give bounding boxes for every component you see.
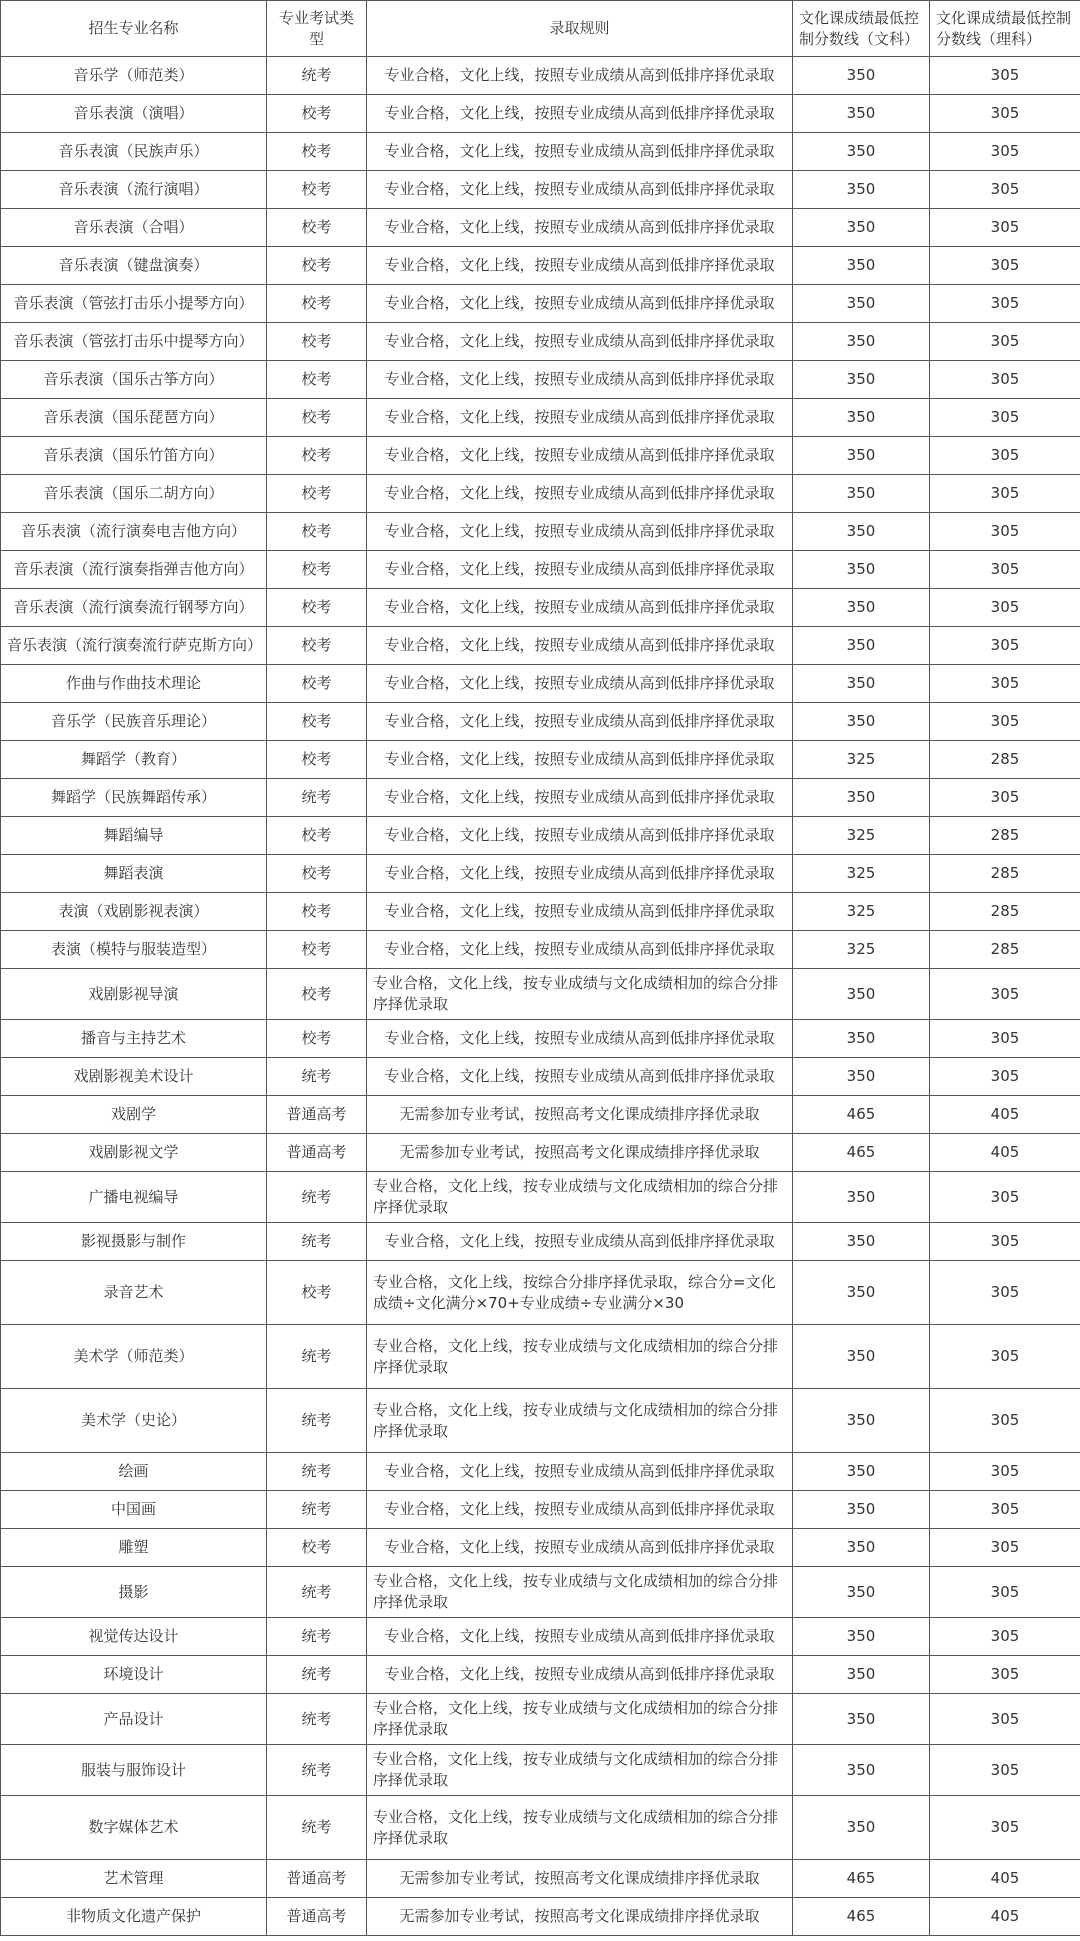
exam-type-cell: 校考 (267, 399, 367, 437)
min-score-wen-cell: 350 (793, 1491, 930, 1529)
rule-cell: 专业合格，文化上线，按专业成绩与文化成绩相加的综合分排序择优录取 (367, 1694, 793, 1745)
header-rule: 录取规则 (367, 1, 793, 57)
exam-type-cell: 校考 (267, 855, 367, 893)
major-cell: 戏剧影视导演 (1, 969, 267, 1020)
rule-cell: 专业合格，文化上线，按专业成绩与文化成绩相加的综合分排序择优录取 (367, 1172, 793, 1223)
major-cell: 表演（模特与服装造型） (1, 931, 267, 969)
min-score-li-cell: 305 (930, 95, 1080, 133)
exam-type-cell: 普通高考 (267, 1096, 367, 1134)
table-row (1, 779, 1080, 817)
rule-cell: 专业合格，文化上线，按照专业成绩从高到低排序择优录取 (367, 513, 793, 551)
major-cell: 音乐表演（流行演奏电吉他方向） (1, 513, 267, 551)
major-cell: 音乐表演（国乐琵琶方向） (1, 399, 267, 437)
min-score-wen-cell: 350 (793, 95, 930, 133)
min-score-wen-cell: 350 (793, 1058, 930, 1096)
min-score-li-cell: 305 (930, 1325, 1080, 1389)
exam-type-cell: 统考 (267, 1656, 367, 1694)
min-score-li-cell: 305 (930, 551, 1080, 589)
min-score-li-cell: 305 (930, 209, 1080, 247)
major-cell: 影视摄影与制作 (1, 1223, 267, 1261)
rule-cell: 专业合格，文化上线，按照专业成绩从高到低排序择优录取 (367, 627, 793, 665)
min-score-wen-cell: 350 (793, 57, 930, 95)
rule-cell: 专业合格，文化上线，按照专业成绩从高到低排序择优录取 (367, 133, 793, 171)
table-header-row (1, 1, 1080, 57)
min-score-wen-cell: 350 (793, 133, 930, 171)
table-row (1, 1058, 1080, 1096)
table-row (1, 1261, 1080, 1325)
table-row (1, 1020, 1080, 1058)
table-row (1, 1453, 1080, 1491)
major-cell: 舞蹈编导 (1, 817, 267, 855)
exam-type-cell: 统考 (267, 1491, 367, 1529)
header-major: 招生专业名称 (1, 1, 267, 57)
table-row (1, 1491, 1080, 1529)
min-score-wen-cell: 350 (793, 247, 930, 285)
exam-type-cell: 统考 (267, 1453, 367, 1491)
table-row (1, 1389, 1080, 1453)
major-cell: 作曲与作曲技术理论 (1, 665, 267, 703)
table-row (1, 855, 1080, 893)
rule-cell: 专业合格，文化上线，按照专业成绩从高到低排序择优录取 (367, 1020, 793, 1058)
table-row (1, 1618, 1080, 1656)
table-row (1, 931, 1080, 969)
table-row (1, 399, 1080, 437)
min-score-li-cell: 305 (930, 1453, 1080, 1491)
rule-cell: 专业合格，文化上线，按照专业成绩从高到低排序择优录取 (367, 893, 793, 931)
major-cell: 音乐学（师范类） (1, 57, 267, 95)
exam-type-cell: 校考 (267, 665, 367, 703)
major-cell: 音乐表演（演唱） (1, 95, 267, 133)
min-score-wen-cell: 325 (793, 893, 930, 931)
header-min-score-li: 文化课成绩最低控制分数线（理科） (930, 1, 1080, 57)
major-cell: 音乐表演（流行演唱） (1, 171, 267, 209)
major-cell: 音乐表演（管弦打击乐小提琴方向） (1, 285, 267, 323)
exam-type-cell: 统考 (267, 1745, 367, 1796)
table-row (1, 1172, 1080, 1223)
exam-type-cell: 统考 (267, 1694, 367, 1745)
min-score-li-cell: 305 (930, 133, 1080, 171)
rule-cell: 专业合格，文化上线，按专业成绩与文化成绩相加的综合分排序择优录取 (367, 1325, 793, 1389)
major-cell: 戏剧学 (1, 1096, 267, 1134)
min-score-li-cell: 305 (930, 779, 1080, 817)
exam-type-cell: 校考 (267, 931, 367, 969)
min-score-li-cell: 305 (930, 1694, 1080, 1745)
table-row (1, 1860, 1080, 1898)
min-score-wen-cell: 350 (793, 1618, 930, 1656)
min-score-wen-cell: 465 (793, 1860, 930, 1898)
rule-cell: 专业合格，文化上线，按照专业成绩从高到低排序择优录取 (367, 209, 793, 247)
min-score-li-cell: 305 (930, 1529, 1080, 1567)
rule-cell: 专业合格，文化上线，按照专业成绩从高到低排序择优录取 (367, 171, 793, 209)
exam-type-cell: 统考 (267, 1389, 367, 1453)
exam-type-cell: 校考 (267, 323, 367, 361)
exam-type-cell: 校考 (267, 437, 367, 475)
min-score-wen-cell: 350 (793, 361, 930, 399)
major-cell: 音乐表演（流行演奏流行钢琴方向） (1, 589, 267, 627)
rule-cell: 专业合格，文化上线，按专业成绩与文化成绩相加的综合分排序择优录取 (367, 1745, 793, 1796)
min-score-wen-cell: 350 (793, 779, 930, 817)
min-score-wen-cell: 350 (793, 703, 930, 741)
exam-type-cell: 统考 (267, 1567, 367, 1618)
exam-type-cell: 普通高考 (267, 1898, 367, 1936)
rule-cell: 专业合格，文化上线，按照专业成绩从高到低排序择优录取 (367, 1618, 793, 1656)
exam-type-cell: 校考 (267, 475, 367, 513)
major-cell: 戏剧影视美术设计 (1, 1058, 267, 1096)
min-score-wen-cell: 350 (793, 1529, 930, 1567)
min-score-li-cell: 405 (930, 1134, 1080, 1172)
exam-type-cell: 校考 (267, 1020, 367, 1058)
table-row (1, 1898, 1080, 1936)
min-score-wen-cell: 465 (793, 1898, 930, 1936)
min-score-li-cell: 305 (930, 399, 1080, 437)
rule-cell: 专业合格，文化上线，按照专业成绩从高到低排序择优录取 (367, 247, 793, 285)
exam-type-cell: 校考 (267, 969, 367, 1020)
min-score-li-cell: 305 (930, 437, 1080, 475)
table-row (1, 817, 1080, 855)
exam-type-cell: 统考 (267, 1325, 367, 1389)
exam-type-cell: 校考 (267, 817, 367, 855)
exam-type-cell: 校考 (267, 893, 367, 931)
exam-type-cell: 校考 (267, 703, 367, 741)
exam-type-cell: 校考 (267, 513, 367, 551)
min-score-wen-cell: 350 (793, 437, 930, 475)
major-cell: 音乐表演（合唱） (1, 209, 267, 247)
rule-cell: 专业合格，文化上线，按照专业成绩从高到低排序择优录取 (367, 1529, 793, 1567)
min-score-li-cell: 405 (930, 1898, 1080, 1936)
min-score-li-cell: 305 (930, 247, 1080, 285)
min-score-li-cell: 305 (930, 703, 1080, 741)
major-cell: 广播电视编导 (1, 1172, 267, 1223)
table-row (1, 1567, 1080, 1618)
table-row (1, 361, 1080, 399)
table-row (1, 285, 1080, 323)
rule-cell: 专业合格，文化上线，按照专业成绩从高到低排序择优录取 (367, 741, 793, 779)
min-score-wen-cell: 325 (793, 741, 930, 779)
table-row (1, 589, 1080, 627)
major-cell: 音乐表演（键盘演奏） (1, 247, 267, 285)
exam-type-cell: 统考 (267, 1618, 367, 1656)
min-score-wen-cell: 350 (793, 627, 930, 665)
exam-type-cell: 校考 (267, 627, 367, 665)
min-score-li-cell: 305 (930, 1389, 1080, 1453)
min-score-li-cell: 305 (930, 285, 1080, 323)
min-score-wen-cell: 325 (793, 855, 930, 893)
rule-cell: 专业合格，文化上线，按照专业成绩从高到低排序择优录取 (367, 399, 793, 437)
exam-type-cell: 校考 (267, 551, 367, 589)
table-row (1, 57, 1080, 95)
major-cell: 音乐表演（国乐古筝方向） (1, 361, 267, 399)
min-score-wen-cell: 350 (793, 1020, 930, 1058)
major-cell: 音乐表演（流行演奏流行萨克斯方向） (1, 627, 267, 665)
min-score-li-cell: 285 (930, 817, 1080, 855)
table-row (1, 1223, 1080, 1261)
rule-cell: 专业合格，文化上线，按照专业成绩从高到低排序择优录取 (367, 703, 793, 741)
rule-cell: 专业合格，文化上线，按照专业成绩从高到低排序择优录取 (367, 323, 793, 361)
rule-cell: 专业合格，文化上线，按专业成绩与文化成绩相加的综合分排序择优录取 (367, 969, 793, 1020)
min-score-wen-cell: 350 (793, 1745, 930, 1796)
min-score-wen-cell: 350 (793, 969, 930, 1020)
rule-cell: 专业合格，文化上线，按照专业成绩从高到低排序择优录取 (367, 1453, 793, 1491)
rule-cell: 无需参加专业考试，按照高考文化课成绩排序择优录取 (367, 1860, 793, 1898)
min-score-li-cell: 305 (930, 1656, 1080, 1694)
rule-cell: 专业合格，文化上线，按照专业成绩从高到低排序择优录取 (367, 475, 793, 513)
major-cell: 视觉传达设计 (1, 1618, 267, 1656)
major-cell: 服装与服饰设计 (1, 1745, 267, 1796)
rule-cell: 专业合格，文化上线，按照专业成绩从高到低排序择优录取 (367, 95, 793, 133)
min-score-wen-cell: 350 (793, 1325, 930, 1389)
min-score-wen-cell: 465 (793, 1134, 930, 1172)
min-score-li-cell: 305 (930, 1745, 1080, 1796)
exam-type-cell: 统考 (267, 779, 367, 817)
min-score-wen-cell: 350 (793, 665, 930, 703)
rule-cell: 专业合格，文化上线，按照专业成绩从高到低排序择优录取 (367, 285, 793, 323)
header-exam-type: 专业考试类型 (267, 1, 367, 57)
header-min-score-wen: 文化课成绩最低控制分数线（文科） (793, 1, 930, 57)
major-cell: 摄影 (1, 1567, 267, 1618)
rule-cell: 专业合格，文化上线，按照专业成绩从高到低排序择优录取 (367, 551, 793, 589)
min-score-li-cell: 305 (930, 665, 1080, 703)
rule-cell: 专业合格，文化上线，按照专业成绩从高到低排序择优录取 (367, 855, 793, 893)
table-row (1, 741, 1080, 779)
major-cell: 录音艺术 (1, 1261, 267, 1325)
min-score-li-cell: 305 (930, 1223, 1080, 1261)
table-row (1, 437, 1080, 475)
exam-type-cell: 校考 (267, 285, 367, 323)
major-cell: 雕塑 (1, 1529, 267, 1567)
rule-cell: 专业合格，文化上线，按照专业成绩从高到低排序择优录取 (367, 1058, 793, 1096)
min-score-li-cell: 305 (930, 1567, 1080, 1618)
min-score-li-cell: 405 (930, 1096, 1080, 1134)
rule-cell: 专业合格，文化上线，按专业成绩与文化成绩相加的综合分排序择优录取 (367, 1796, 793, 1860)
min-score-wen-cell: 350 (793, 1567, 930, 1618)
min-score-li-cell: 285 (930, 931, 1080, 969)
table-row (1, 95, 1080, 133)
min-score-li-cell: 305 (930, 513, 1080, 551)
min-score-li-cell: 285 (930, 855, 1080, 893)
major-cell: 音乐表演（管弦打击乐中提琴方向） (1, 323, 267, 361)
table-row (1, 1656, 1080, 1694)
exam-type-cell: 统考 (267, 57, 367, 95)
rule-cell: 专业合格，文化上线，按照专业成绩从高到低排序择优录取 (367, 361, 793, 399)
min-score-wen-cell: 350 (793, 475, 930, 513)
min-score-li-cell: 285 (930, 741, 1080, 779)
major-cell: 艺术管理 (1, 1860, 267, 1898)
min-score-li-cell: 305 (930, 1261, 1080, 1325)
table-row (1, 1096, 1080, 1134)
min-score-li-cell: 305 (930, 171, 1080, 209)
min-score-wen-cell: 350 (793, 551, 930, 589)
min-score-li-cell: 305 (930, 1172, 1080, 1223)
table-row (1, 1796, 1080, 1860)
major-cell: 播音与主持艺术 (1, 1020, 267, 1058)
major-cell: 音乐表演（流行演奏指弹吉他方向） (1, 551, 267, 589)
min-score-wen-cell: 350 (793, 513, 930, 551)
exam-type-cell: 校考 (267, 741, 367, 779)
min-score-li-cell: 305 (930, 1796, 1080, 1860)
major-cell: 舞蹈学（教育） (1, 741, 267, 779)
rule-cell: 无需参加专业考试，按照高考文化课成绩排序择优录取 (367, 1898, 793, 1936)
major-cell: 舞蹈表演 (1, 855, 267, 893)
major-cell: 表演（戏剧影视表演） (1, 893, 267, 931)
exam-type-cell: 统考 (267, 1223, 367, 1261)
min-score-li-cell: 305 (930, 1058, 1080, 1096)
min-score-wen-cell: 325 (793, 817, 930, 855)
min-score-wen-cell: 350 (793, 1656, 930, 1694)
min-score-li-cell: 285 (930, 893, 1080, 931)
min-score-wen-cell: 350 (793, 589, 930, 627)
exam-type-cell: 校考 (267, 247, 367, 285)
table-row (1, 665, 1080, 703)
min-score-wen-cell: 350 (793, 1796, 930, 1860)
major-cell: 美术学（史论） (1, 1389, 267, 1453)
exam-type-cell: 校考 (267, 1529, 367, 1567)
rule-cell: 专业合格，文化上线，按照专业成绩从高到低排序择优录取 (367, 437, 793, 475)
min-score-wen-cell: 350 (793, 399, 930, 437)
rule-cell: 专业合格，文化上线，按照专业成绩从高到低排序择优录取 (367, 57, 793, 95)
rule-cell: 专业合格，文化上线，按照专业成绩从高到低排序择优录取 (367, 931, 793, 969)
major-cell: 非物质文化遗产保护 (1, 1898, 267, 1936)
rule-cell: 专业合格，文化上线，按照专业成绩从高到低排序择优录取 (367, 817, 793, 855)
min-score-li-cell: 305 (930, 1020, 1080, 1058)
table-row (1, 551, 1080, 589)
table-body (1, 57, 1080, 1936)
min-score-li-cell: 305 (930, 361, 1080, 399)
min-score-wen-cell: 465 (793, 1096, 930, 1134)
exam-type-cell: 校考 (267, 1261, 367, 1325)
rule-cell: 专业合格，文化上线，按照专业成绩从高到低排序择优录取 (367, 779, 793, 817)
table-row (1, 969, 1080, 1020)
exam-type-cell: 校考 (267, 589, 367, 627)
major-cell: 产品设计 (1, 1694, 267, 1745)
min-score-wen-cell: 350 (793, 1223, 930, 1261)
rule-cell: 专业合格，文化上线，按照专业成绩从高到低排序择优录取 (367, 665, 793, 703)
major-cell: 绘画 (1, 1453, 267, 1491)
table-row (1, 1745, 1080, 1796)
major-cell: 音乐表演（国乐二胡方向） (1, 475, 267, 513)
major-cell: 美术学（师范类） (1, 1325, 267, 1389)
min-score-wen-cell: 350 (793, 323, 930, 361)
rule-cell: 专业合格，文化上线，按综合分排序择优录取，综合分=文化成绩÷文化满分×70+专业成绩÷专业满分×30 (367, 1261, 793, 1325)
exam-type-cell: 校考 (267, 133, 367, 171)
min-score-wen-cell: 350 (793, 171, 930, 209)
min-score-li-cell: 305 (930, 589, 1080, 627)
table-row (1, 133, 1080, 171)
table-row (1, 209, 1080, 247)
min-score-wen-cell: 350 (793, 1453, 930, 1491)
min-score-li-cell: 305 (930, 475, 1080, 513)
min-score-wen-cell: 325 (793, 931, 930, 969)
major-cell: 音乐表演（民族声乐） (1, 133, 267, 171)
min-score-li-cell: 305 (930, 1618, 1080, 1656)
major-cell: 音乐学（民族音乐理论） (1, 703, 267, 741)
table-row (1, 1325, 1080, 1389)
min-score-li-cell: 305 (930, 57, 1080, 95)
min-score-wen-cell: 350 (793, 209, 930, 247)
rule-cell: 专业合格，文化上线，按照专业成绩从高到低排序择优录取 (367, 1223, 793, 1261)
min-score-li-cell: 305 (930, 969, 1080, 1020)
major-cell: 音乐表演（国乐竹笛方向） (1, 437, 267, 475)
table-row (1, 1134, 1080, 1172)
table-row (1, 1694, 1080, 1745)
min-score-wen-cell: 350 (793, 1261, 930, 1325)
rule-cell: 专业合格，文化上线，按专业成绩与文化成绩相加的综合分排序择优录取 (367, 1389, 793, 1453)
exam-type-cell: 统考 (267, 1172, 367, 1223)
exam-type-cell: 统考 (267, 1796, 367, 1860)
exam-type-cell: 校考 (267, 171, 367, 209)
exam-type-cell: 普通高考 (267, 1134, 367, 1172)
table-row (1, 627, 1080, 665)
major-cell: 中国画 (1, 1491, 267, 1529)
exam-type-cell: 校考 (267, 209, 367, 247)
major-cell: 数字媒体艺术 (1, 1796, 267, 1860)
rule-cell: 专业合格，文化上线，按照专业成绩从高到低排序择优录取 (367, 1656, 793, 1694)
min-score-wen-cell: 350 (793, 1172, 930, 1223)
major-cell: 环境设计 (1, 1656, 267, 1694)
major-cell: 戏剧影视文学 (1, 1134, 267, 1172)
min-score-wen-cell: 350 (793, 1694, 930, 1745)
table-row (1, 1529, 1080, 1567)
min-score-li-cell: 305 (930, 627, 1080, 665)
min-score-li-cell: 305 (930, 323, 1080, 361)
min-score-li-cell: 305 (930, 1491, 1080, 1529)
table-row (1, 323, 1080, 361)
rule-cell: 无需参加专业考试，按照高考文化课成绩排序择优录取 (367, 1096, 793, 1134)
table-row (1, 893, 1080, 931)
exam-type-cell: 校考 (267, 361, 367, 399)
rule-cell: 专业合格，文化上线，按专业成绩与文化成绩相加的综合分排序择优录取 (367, 1567, 793, 1618)
exam-type-cell: 校考 (267, 95, 367, 133)
rule-cell: 无需参加专业考试，按照高考文化课成绩排序择优录取 (367, 1134, 793, 1172)
table-row (1, 171, 1080, 209)
table-row (1, 475, 1080, 513)
major-cell: 舞蹈学（民族舞蹈传承） (1, 779, 267, 817)
table-row (1, 247, 1080, 285)
exam-type-cell: 统考 (267, 1058, 367, 1096)
min-score-wen-cell: 350 (793, 285, 930, 323)
rule-cell: 专业合格，文化上线，按照专业成绩从高到低排序择优录取 (367, 1491, 793, 1529)
table-row (1, 513, 1080, 551)
rule-cell: 专业合格，文化上线，按照专业成绩从高到低排序择优录取 (367, 589, 793, 627)
table-row (1, 703, 1080, 741)
min-score-wen-cell: 350 (793, 1389, 930, 1453)
min-score-li-cell: 405 (930, 1860, 1080, 1898)
exam-type-cell: 普通高考 (267, 1860, 367, 1898)
